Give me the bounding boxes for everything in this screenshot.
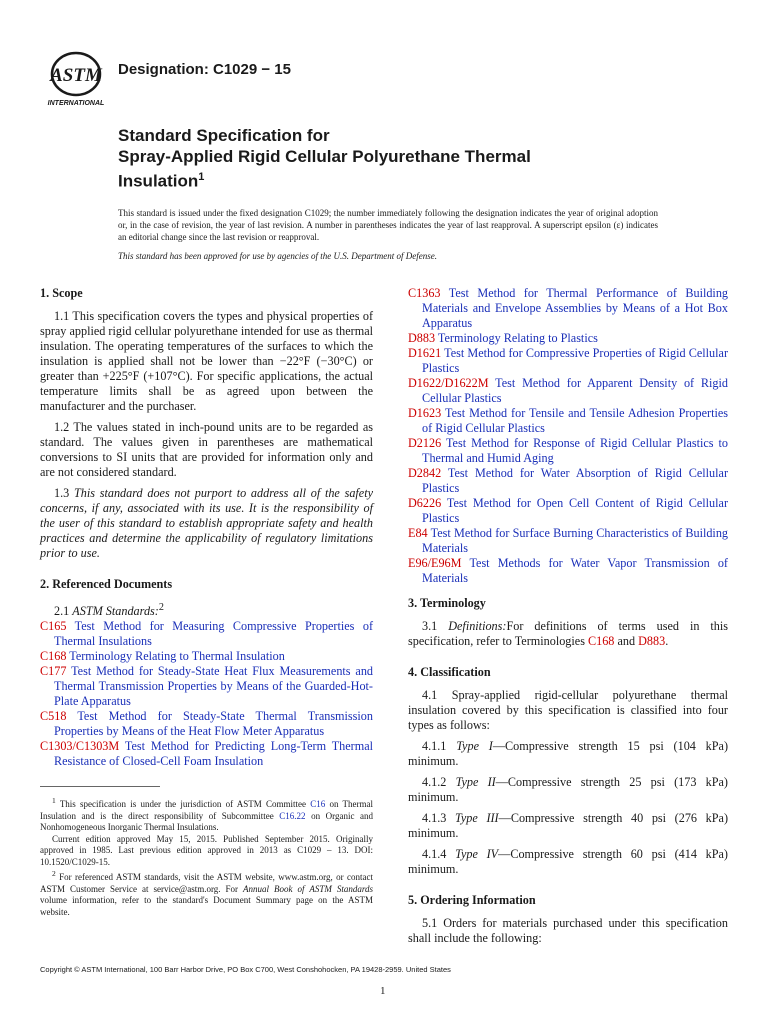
scope-1-2: 1.2 The values stated in inch-pound units are to be regarded as standard. The values given in parentheses are mathematical conversions to SI units that are provided for information only and are not considered standard. — [40, 420, 373, 479]
reference-code-link[interactable]: C168 — [40, 649, 67, 664]
section-heading-classification: 4. Classification — [408, 665, 491, 679]
reference-title: Test Method for Steady-State Heat Flux Measurements and Thermal Transmission Properties by Means of the Guarded-Hot-Plate Apparatus — [54, 664, 374, 709]
reference-code-link[interactable]: E84 — [408, 526, 428, 540]
reference-code-link[interactable]: D2842 — [408, 466, 442, 480]
type-list — [408, 739, 728, 877]
reference-title: Test Method for Response of Rigid Cellular Plastics to Thermal and Humid Aging — [422, 436, 728, 465]
reference-item — [408, 331, 728, 346]
classification-4-1: 4.1 Spray-applied rigid-cellular polyurethane thermal insulation covered by this specification is classified into four types as follows: — [408, 688, 728, 732]
reference-code-link[interactable]: D1622/D1622M — [408, 376, 489, 390]
title-footnote-mark: 1 — [198, 171, 205, 183]
section-heading-terminology: 3. Terminology — [408, 596, 486, 610]
reference-item — [40, 664, 373, 709]
reference-item — [408, 526, 728, 556]
reference-title: Test Method for Water Absorption of Rigid Cellular Plastics — [422, 466, 729, 495]
footnote-rule — [40, 786, 160, 787]
reference-item — [408, 556, 728, 586]
reference-item — [408, 406, 728, 436]
reference-item — [408, 436, 728, 466]
committee-link-c16[interactable]: C16 — [310, 799, 326, 809]
reference-item — [40, 649, 373, 664]
section-heading-referenced-documents: 2. Referenced Documents — [40, 577, 173, 591]
right-column — [408, 286, 728, 952]
reference-code-link[interactable]: C1303/C1303M — [40, 739, 120, 754]
reference-item — [408, 466, 728, 496]
reference-title: Test Method for Thermal Performance of Building Materials and Envelope Assemblies by Means of a Hot Box Apparatus — [422, 286, 729, 330]
reference-title: Test Method for Open Cell Content of Rigid Cellular Plastics — [422, 496, 728, 525]
reference-list-left — [40, 619, 373, 769]
reference-code-link[interactable]: C518 — [40, 709, 67, 724]
reference-code-link[interactable]: C1363 — [408, 286, 441, 300]
section-heading-scope: 1. Scope — [40, 286, 83, 300]
intro-note: This standard is issued under the fixed designation C1029; the number immediately following the designation indicates the year of original adoption or, in the case of revision, the year of last revision. A number in parentheses indicates the year of last reapproval. A superscript epsilon (ε) indicates an editorial change since the last revision or reapproval. — [118, 208, 658, 242]
reference-item — [408, 346, 728, 376]
reference-list-right — [408, 286, 728, 586]
reference-title: Terminology Relating to Plastics — [437, 331, 598, 345]
logo-subtext: INTERNATIONAL — [47, 100, 105, 107]
section-heading-ordering: 5. Ordering Information — [408, 893, 536, 907]
reference-title: Test Method for Predicting Long-Term Thermal Resistance of Closed-Cell Foam Insulation — [54, 739, 373, 769]
astm-standards-label: 2.1 ASTM Standards:$^2$ — [54, 602, 164, 619]
reference-item — [40, 739, 373, 769]
reference-title: Test Method for Compressive Properties of Rigid Cellular Plastics — [422, 346, 729, 375]
reference-title: Test Method for Tensile and Tensile Adhesion Properties of Rigid Cellular Plastics — [422, 406, 728, 435]
classification-type: 4.1.2 Type II—Compressive strength 25 psi (173 kPa) minimum. — [408, 775, 728, 804]
classification-type: 4.1.4 Type IV—Compressive strength 60 psi (414 kPa) minimum. — [408, 847, 728, 876]
page-number: 1 — [380, 985, 386, 997]
approval-note: This standard has been approved for use by agencies of the U.S. Department of Defense. — [118, 251, 438, 261]
title-line-1: Standard Specification for — [118, 126, 330, 145]
left-column — [40, 286, 373, 769]
reference-code-link[interactable]: D883 — [408, 331, 436, 345]
ref-link-c168[interactable]: C168 — [587, 634, 615, 648]
reference-item — [408, 376, 728, 406]
reference-item — [40, 619, 373, 649]
astm-logo — [42, 50, 110, 108]
title-line-2: Spray-Applied Rigid Cellular Polyurethane Thermal — [118, 147, 531, 166]
reference-title: Test Methods for Water Vapor Transmission of Materials — [422, 556, 728, 585]
reference-code-link[interactable]: D1621 — [408, 346, 442, 360]
scope-1-3: 1.3 This standard does not purport to address all of the safety concerns, if any, associated with its use. It is the responsibility of the user of this standard to establish appropriate safety and health practices and determine the applicability of regulatory limitations prior to use. — [40, 486, 374, 560]
logo-text: ASTM — [50, 65, 102, 86]
classification-type: 4.1.1 Type I—Compressive strength 15 psi (104 kPa) minimum. — [408, 739, 729, 768]
reference-item — [408, 286, 728, 331]
footnote-1: $^1$ This specification is under the jurisdiction of ASTM Committee C16 on Thermal Insulation and is the direct responsibility of Subcommittee C16.22 on Organic and Nonhomogeneous Inorganic Thermal Insulations. — [40, 796, 374, 832]
document-title — [118, 125, 678, 192]
reference-code-link[interactable]: C165 — [40, 619, 67, 634]
terminology-3-1: 3.1 Definitions:For definitions of terms used in this specification, refer to Terminologies C168 and D883. — [408, 619, 729, 648]
reference-title: Test Method for Measuring Compressive Properties of Thermal Insulations — [54, 619, 374, 649]
reference-title: Terminology Relating to Thermal Insulation — [69, 649, 285, 664]
reference-title: Test Method for Surface Burning Characteristics of Building Materials — [422, 526, 729, 555]
footnotes — [40, 795, 373, 918]
reference-code-link[interactable]: D1623 — [408, 406, 442, 420]
reference-item — [40, 709, 373, 739]
designation: Designation: C1029 − 15 — [118, 61, 291, 78]
classification-type: 4.1.3 Type III—Compressive strength 40 psi (276 kPa) minimum. — [408, 811, 728, 840]
reference-title: Test Method for Apparent Density of Rigid Cellular Plastics — [422, 376, 728, 405]
ordering-5-1: 5.1 Orders for materials purchased under this specification shall include the following: — [408, 916, 728, 945]
title-line-3: Insulation — [118, 171, 199, 191]
scope-1-1: 1.1 This specification covers the types and physical properties of spray applied rigid cellular polyurethane intended for use as thermal insulation. The operating temperatures of the surfaces to which the insulation is applied shall not be lower than −22°F (−30°C) or greater than +225°F (+107°C). For specific applications, the actual temperature limits shall be as agreed upon between the manufacturer and the purchaser. — [40, 309, 373, 413]
footnote-edition: Current edition approved May 15, 2015. Published September 2015. Originally approved in 1985. Last previous edition approved in 2013 as C1029 – 13. DOI: 10.1520/C1029-15. — [40, 833, 373, 867]
reference-code-link[interactable]: D6226 — [408, 496, 442, 510]
reference-code-link[interactable]: C177 — [40, 664, 67, 679]
reference-item — [408, 496, 728, 526]
reference-code-link[interactable]: D2126 — [408, 436, 442, 450]
ref-link-d883[interactable]: D883 — [638, 634, 666, 648]
reference-title: Test Method for Steady-State Thermal Transmission Properties by Means of the Heat Flow Meter Apparatus — [54, 709, 373, 739]
reference-code-link[interactable]: E96/E96M — [408, 556, 462, 570]
footnote-2: $^2$ For referenced ASTM standards, visit the ASTM website, www.astm.org, or contact ASTM Customer Service at service@astm.org. For Annual Book of ASTM Standards volume information, refer to the standard's Document Summary page on the ASTM website. — [40, 869, 374, 917]
copyright: Copyright © ASTM International, 100 Barr Harbor Drive, PO Box C700, West Conshohocken, PA 19428-2959. United States — [40, 965, 451, 974]
subcommittee-link-c16-22[interactable]: C16.22 — [279, 810, 306, 821]
